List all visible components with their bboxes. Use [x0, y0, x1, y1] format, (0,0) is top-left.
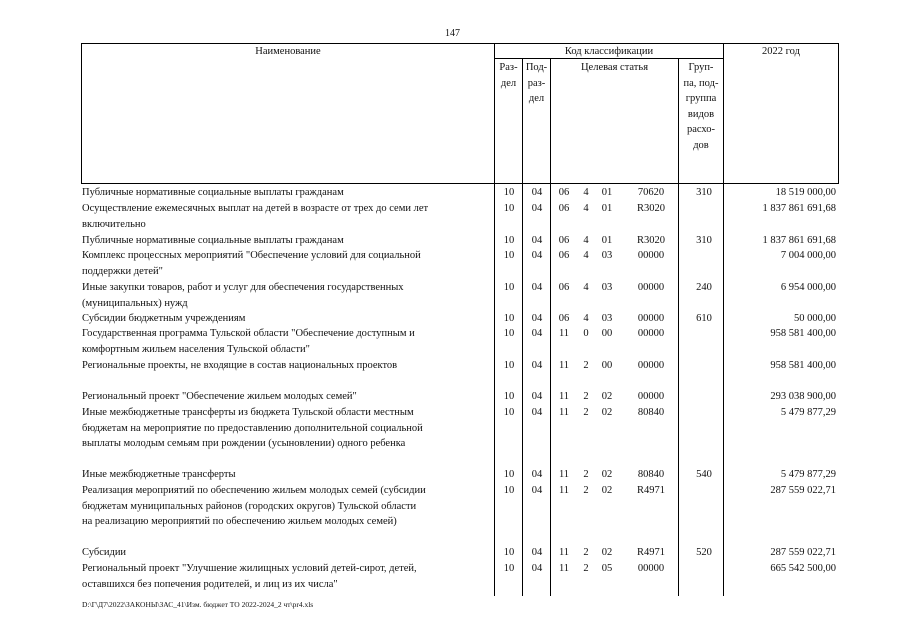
- row-target-sub: 03: [601, 313, 613, 324]
- row-name: Субсидии: [82, 547, 127, 558]
- row-target-sub: 00: [601, 360, 613, 371]
- header-bottom-border: [81, 183, 839, 184]
- header-group-line: Груп-: [688, 62, 714, 73]
- row-target-program: 06: [558, 187, 570, 198]
- row-name-line: Региональный проект "Улучшение жилищных условий детей-сирот, детей,: [82, 563, 417, 574]
- row-name-line: бюджетам муниципальных районов (городских округов) Тульской области: [82, 500, 417, 512]
- row-target-program: 06: [558, 313, 570, 324]
- header-group: [679, 60, 723, 153]
- row-name: [82, 561, 492, 592]
- row-expense-type: 240: [696, 282, 712, 293]
- row-target-code: 00000: [637, 282, 665, 293]
- header-group-line: расхо-: [686, 124, 716, 135]
- row-expense-type: 520: [696, 547, 712, 558]
- row-name: Публичные нормативные социальные выплаты гражданам: [82, 235, 344, 246]
- row-name: [82, 280, 492, 311]
- row-target-code: R3020: [636, 235, 665, 246]
- row-target-sub: 02: [601, 469, 613, 480]
- row-podrazdel: 04: [531, 328, 543, 339]
- row-target-type: 4: [583, 235, 589, 246]
- header-group-line: па, под-: [683, 77, 719, 89]
- page-number: 147: [445, 28, 460, 39]
- row-name-line: оставшихся без попечения родителей, и лиц из их числа": [82, 578, 338, 590]
- row-target-sub: 02: [601, 407, 613, 418]
- row-name: Субсидии бюджетным учреждениям: [82, 313, 246, 324]
- row-podrazdel: 04: [531, 235, 543, 246]
- row-name-line: Иные закупки товаров, работ и услуг для обеспечения государственных: [82, 282, 404, 293]
- row-name: [82, 483, 492, 530]
- row-target-code: R4971: [636, 485, 665, 496]
- header-group-line: дов: [693, 139, 709, 151]
- row-name-line: Осуществление ежемесячных выплат на детей в возрасте от трех до семи лет: [82, 203, 429, 214]
- row-podrazdel: 04: [531, 187, 543, 198]
- header-podrazdel-line: дел: [528, 93, 545, 104]
- row-target-program: 11: [558, 407, 570, 418]
- row-podrazdel: 04: [531, 360, 543, 371]
- row-expense-type: 310: [696, 187, 712, 198]
- file-path-footer: D:\Г\Д7\2022\ЗАКОНЫ\ЗАС_41\Изм. бюджет ТО 2022-2024_2 чт\pr4.xls: [82, 600, 314, 609]
- row-name: Региональные проекты, не входящие в состав национальных проектов: [82, 360, 398, 371]
- row-target-program: 11: [558, 469, 570, 480]
- header-group-line: видов: [687, 108, 715, 120]
- row-name-line: Реализация мероприятий по обеспечению жильем молодых семей (субсидии: [82, 485, 426, 496]
- row-target-program: 11: [558, 547, 570, 558]
- row-razdel: 10: [503, 313, 515, 324]
- row-expense-type: 540: [696, 469, 712, 480]
- row-target-code: 70620: [637, 187, 665, 198]
- row-target-sub: 05: [601, 563, 613, 574]
- row-name-line: включительно: [82, 218, 146, 230]
- header-podrazdel-line: Под-: [525, 62, 548, 73]
- row-sum: 1 837 861 691,68: [762, 235, 836, 246]
- row-target-sub: 03: [601, 250, 613, 261]
- header-podrazdel: [523, 60, 550, 107]
- row-target-program: 11: [558, 328, 570, 339]
- row-name-line: комфортным жильем населения Тульской области": [82, 343, 310, 355]
- row-razdel: 10: [503, 360, 515, 371]
- row-target-type: 0: [583, 328, 589, 339]
- row-target-type: 4: [583, 313, 589, 324]
- row-sum: 6 954 000,00: [780, 282, 836, 293]
- row-target-program: 11: [558, 360, 570, 371]
- row-sum: 287 559 022,71: [770, 547, 836, 558]
- row-target-program: 06: [558, 250, 570, 261]
- row-name-line: Комплекс процессных мероприятий "Обеспечение условий для социальной: [82, 250, 421, 261]
- row-name-line: (муниципальных) нужд: [82, 297, 188, 309]
- row-sum: 50 000,00: [794, 313, 836, 324]
- row-name: [82, 248, 492, 279]
- row-target-type: 2: [583, 407, 589, 418]
- row-podrazdel: 04: [531, 469, 543, 480]
- row-sum: 1 837 861 691,68: [762, 203, 836, 214]
- row-razdel: 10: [503, 282, 515, 293]
- row-razdel: 10: [503, 391, 515, 402]
- row-target-code: 00000: [637, 563, 665, 574]
- row-name-line: поддержки детей": [82, 265, 163, 277]
- row-target-type: 2: [583, 485, 589, 496]
- row-sum: 5 479 877,29: [780, 407, 836, 418]
- podrazdel-col-border: [550, 58, 551, 184]
- row-podrazdel: 04: [531, 547, 543, 558]
- row-name: [82, 326, 492, 357]
- row-sum: 287 559 022,71: [770, 485, 836, 496]
- row-target-type: 2: [583, 547, 589, 558]
- row-target-program: 11: [558, 391, 570, 402]
- row-razdel: 10: [503, 547, 515, 558]
- row-name-line: на реализацию мероприятий по обеспечению жильем молодых семей): [82, 516, 397, 527]
- row-podrazdel: 04: [531, 250, 543, 261]
- row-target-program: 06: [558, 282, 570, 293]
- table-left-border: [81, 43, 82, 184]
- row-podrazdel: 04: [531, 563, 543, 574]
- row-target-sub: 02: [601, 485, 613, 496]
- row-razdel: 10: [503, 250, 515, 261]
- row-target-type: 4: [583, 250, 589, 261]
- row-podrazdel: 04: [531, 407, 543, 418]
- row-target-sub: 02: [601, 391, 613, 402]
- row-target-type: 2: [583, 563, 589, 574]
- body-col-border: [678, 184, 679, 596]
- row-razdel: 10: [503, 563, 515, 574]
- row-podrazdel: 04: [531, 282, 543, 293]
- row-target-program: 11: [558, 563, 570, 574]
- row-target-program: 11: [558, 485, 570, 496]
- row-target-code: 00000: [637, 313, 665, 324]
- row-name: [82, 405, 492, 452]
- row-razdel: 10: [503, 187, 515, 198]
- row-target-code: 00000: [637, 360, 665, 371]
- row-target-type: 4: [583, 203, 589, 214]
- row-sum: 958 581 400,00: [770, 328, 836, 339]
- row-podrazdel: 04: [531, 313, 543, 324]
- header-name: Наименование: [255, 46, 321, 57]
- row-sum: 5 479 877,29: [780, 469, 836, 480]
- row-name-line: выплаты молодым семьям при рождении (усыновлении) одного ребенка: [82, 438, 406, 449]
- header-razdel: [495, 60, 522, 91]
- row-sum: 18 519 000,00: [775, 187, 836, 198]
- row-sum: 293 038 900,00: [770, 391, 836, 402]
- row-target-type: 2: [583, 391, 589, 402]
- row-name: Региональный проект "Обеспечение жильем молодых семей": [82, 391, 357, 402]
- row-target-code: R3020: [636, 203, 665, 214]
- row-target-type: 4: [583, 282, 589, 293]
- row-name-line: бюджетам на мероприятие по предоставлению дополнительной социальной: [82, 422, 423, 434]
- header-podrazdel-line: раз-: [527, 77, 546, 89]
- row-razdel: 10: [503, 328, 515, 339]
- header-year: 2022 год: [762, 46, 800, 57]
- row-target-code: 00000: [637, 391, 665, 402]
- row-target-sub: 01: [601, 203, 613, 214]
- row-target-code: 00000: [637, 250, 665, 261]
- row-name-line: Иные межбюджетные трансферты из бюджета Тульской области местным: [82, 407, 414, 418]
- row-target-program: 06: [558, 203, 570, 214]
- row-razdel: 10: [503, 235, 515, 246]
- row-razdel: 10: [503, 407, 515, 418]
- header-razdel-line: Раз-: [499, 62, 518, 73]
- row-target-sub: 00: [601, 328, 613, 339]
- row-razdel: 10: [503, 485, 515, 496]
- group-col-border: [723, 43, 724, 184]
- row-name: Иные межбюджетные трансферты: [82, 469, 236, 480]
- row-target-program: 06: [558, 235, 570, 246]
- row-name: [82, 201, 492, 232]
- row-name: Публичные нормативные социальные выплаты гражданам: [82, 187, 344, 198]
- row-target-type: 2: [583, 360, 589, 371]
- row-expense-type: 310: [696, 235, 712, 246]
- row-target-sub: 03: [601, 282, 613, 293]
- row-target-sub: 02: [601, 547, 613, 558]
- row-sum: 958 581 400,00: [770, 360, 836, 371]
- table-right-border: [838, 43, 839, 184]
- row-target-code: 80840: [637, 407, 665, 418]
- row-target-code: R4971: [636, 547, 665, 558]
- header-razdel-line: дел: [500, 77, 517, 89]
- row-target-sub: 01: [601, 187, 613, 198]
- row-razdel: 10: [503, 203, 515, 214]
- row-target-code: 80840: [637, 469, 665, 480]
- row-target-type: 4: [583, 187, 589, 198]
- header-group-line: группа: [685, 93, 717, 104]
- row-sum: 7 004 000,00: [780, 250, 836, 261]
- row-razdel: 10: [503, 469, 515, 480]
- row-target-sub: 01: [601, 235, 613, 246]
- row-sum: 665 542 500,00: [770, 563, 836, 574]
- header-code: Код классификации: [564, 46, 654, 57]
- row-target-code: 00000: [637, 328, 665, 339]
- row-target-type: 2: [583, 469, 589, 480]
- row-podrazdel: 04: [531, 203, 543, 214]
- row-podrazdel: 04: [531, 485, 543, 496]
- row-name-line: Государственная программа Тульской области "Обеспечение доступным и: [82, 328, 415, 339]
- row-expense-type: 610: [696, 313, 712, 324]
- header-target: Целевая статья: [580, 62, 649, 73]
- row-podrazdel: 04: [531, 391, 543, 402]
